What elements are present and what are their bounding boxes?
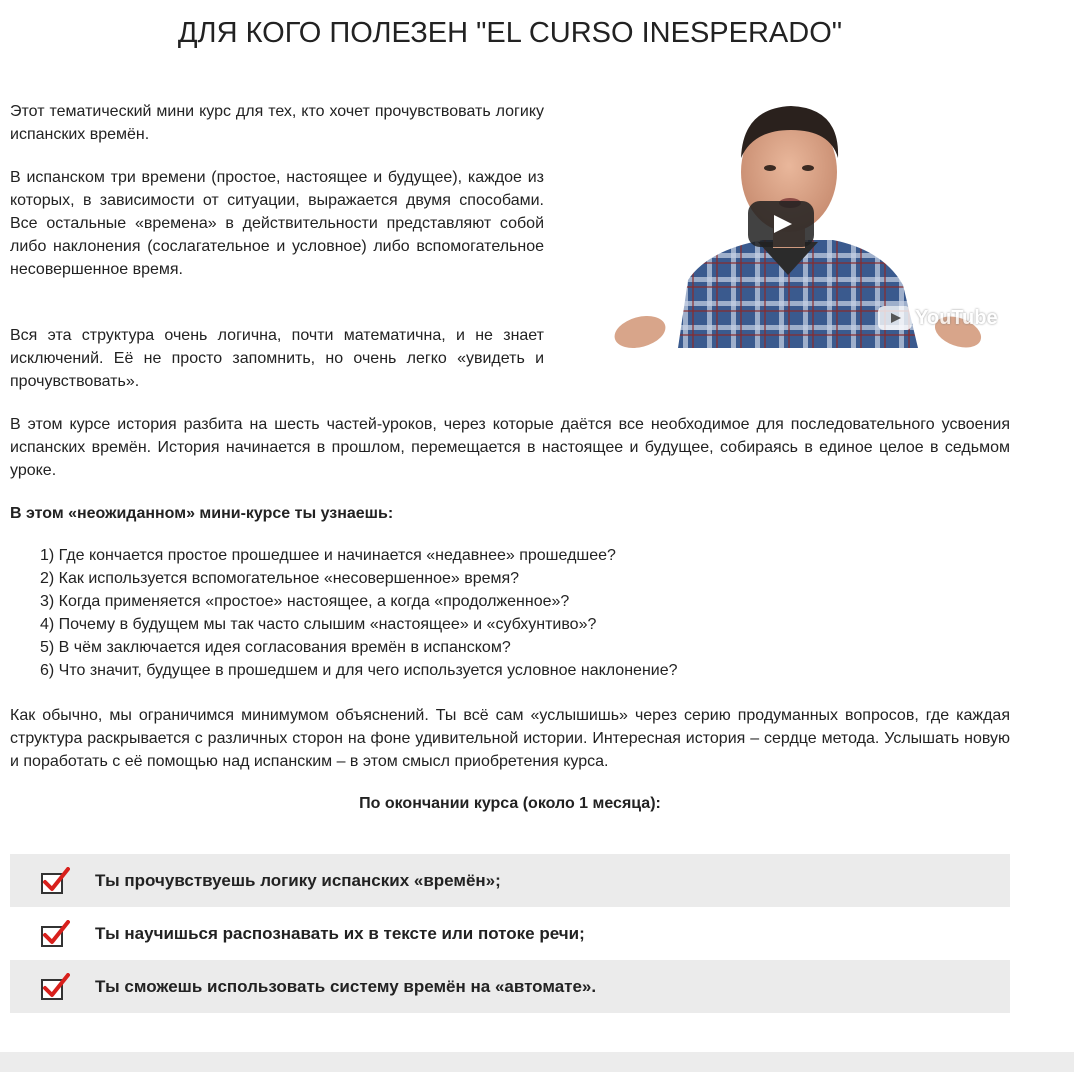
checkbox-check-icon — [40, 867, 70, 895]
page-title: ДЛЯ КОГО ПОЛЕЗЕН "EL CURSO INESPERADO" — [177, 17, 843, 49]
video-player[interactable] — [578, 100, 1000, 348]
footer-bar — [0, 1052, 1074, 1072]
intro-paragraph-3: Вся эта структура очень логична, почти математична, и не знает исключений. Её не просто запомнить, но очень легко «увидеть и прочувствовать». — [10, 327, 544, 390]
learn-list — [40, 544, 678, 682]
play-icon[interactable] — [748, 201, 814, 247]
youtube-brand: YouTube — [915, 306, 998, 329]
learn-heading: В этом «неожиданном» мини-курсе ты узнаешь: — [10, 505, 394, 522]
youtube-play-icon — [878, 306, 912, 330]
list-item: 4) Почему в будущем мы так часто слышим «настоящее» и «субхунтиво»? — [40, 616, 597, 633]
list-item: 2) Как используется вспомогательное «несовершенное» время? — [40, 570, 520, 587]
benefit-text: Ты прочувствуешь логику испанских «времён»; — [95, 870, 501, 890]
checkbox-check-icon — [40, 973, 70, 1001]
benefit-row — [10, 907, 1010, 960]
intro-paragraph-1: Этот тематический мини курс для тех, кто хочет прочувствовать логику испанских времён. — [10, 103, 544, 143]
benefit-text: Ты научишься распознавать их в тексте или потоке речи; — [95, 923, 585, 943]
method-paragraph: Как обычно, мы ограничимся минимумом объяснений. Ты всё сам «услышишь» через серию продуманных вопросов, где каждая структура раскрывается с различных сторон на фоне удивительной истории. Интересная история – сердце метода. Услышать новую и поработать с её помощью над испанским – в этом смысл приобретения курса. — [10, 707, 1010, 770]
results-heading: По окончании курса (около 1 месяца): — [359, 795, 661, 812]
list-item: 3) Когда применяется «простое» настоящее, а когда «продолженное»? — [40, 593, 570, 610]
list-item: 5) В чём заключается идея согласования времён в испанском? — [40, 639, 511, 656]
list-item: 6) Что значит, будущее в прошедшем и для чего используется условное наклонение? — [40, 662, 678, 679]
youtube-logo — [878, 306, 998, 330]
list-item: 1) Где кончается простое прошедшее и начинается «недавнее» прошедшее? — [40, 547, 616, 564]
intro-paragraph-2: В испанском три времени (простое, настоящее и будущее), каждое из которых, в зависимости от ситуации, выражается двумя способами. Все остальные «времена» в действительности представляют собой либо наклонения (сослагательное и условное) либо вспомогательное несовершенное время. — [10, 169, 544, 278]
benefit-row — [10, 960, 1010, 1013]
benefit-text: Ты сможешь использовать систему времён на «автомате». — [95, 976, 597, 996]
benefit-row — [10, 854, 1010, 907]
course-structure-paragraph: В этом курсе история разбита на шесть частей-уроков, через которые даётся все необходимое для последовательного усвоения испанских времён. История начинается в прошлом, перемещается в настоящее и будущее, собираясь в единое целое в седьмом уроке. — [10, 416, 1010, 479]
checkbox-check-icon — [40, 920, 70, 948]
